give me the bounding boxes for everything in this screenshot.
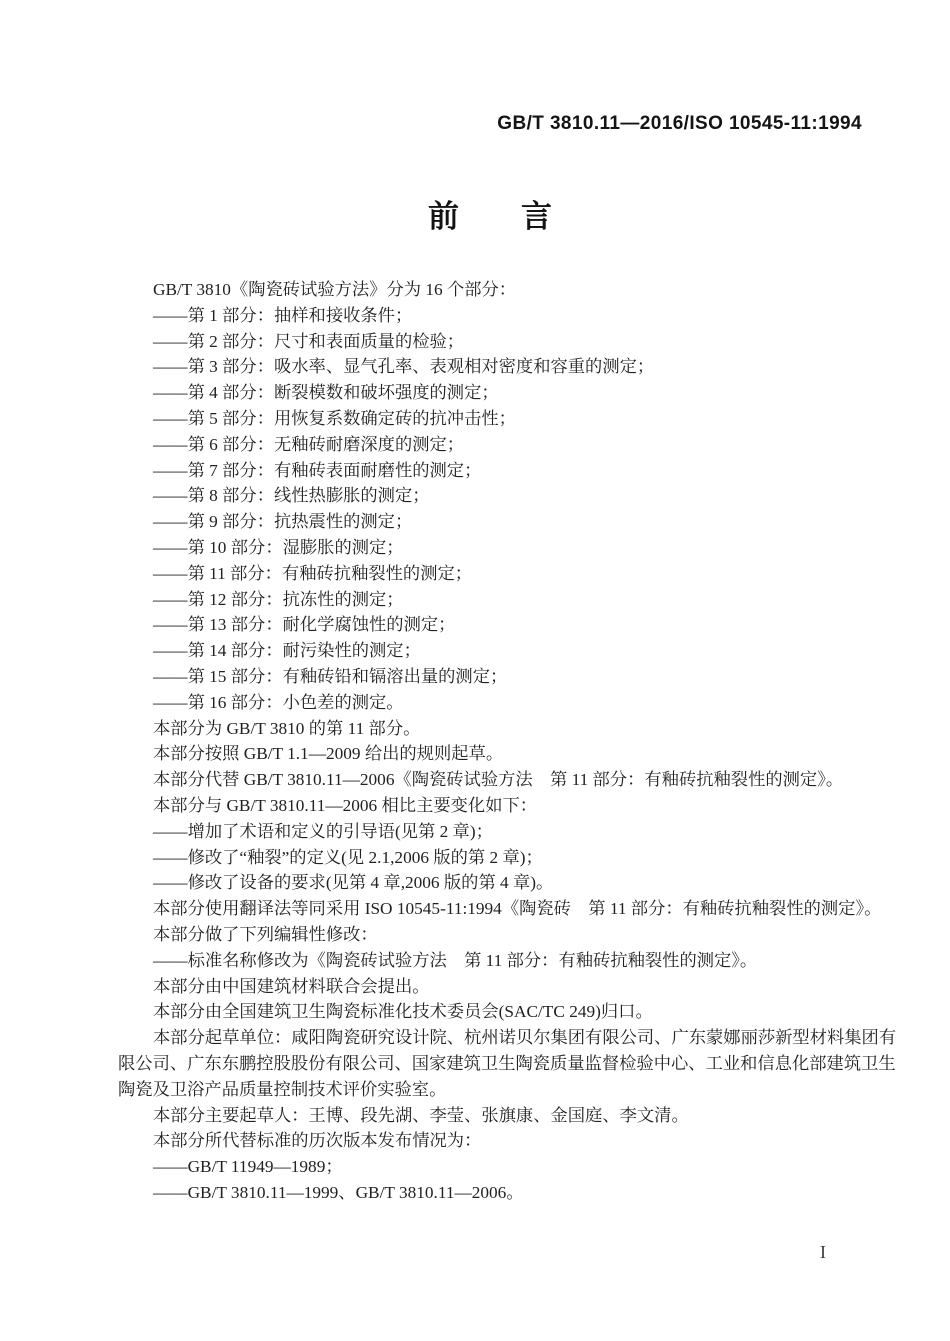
- foreword-line: ——第 16 部分：小色差的测定。: [153, 692, 404, 712]
- foreword-line: 陶瓷及卫浴产品质量控制技术评价实验室。: [118, 1079, 447, 1099]
- foreword-text: [118, 277, 897, 1206]
- foreword-line: 本部分代替 GB/T 3810.11—2006《陶瓷砖试验方法 第 11 部分：有釉砖抗釉裂性的测定》。: [153, 770, 844, 790]
- page-title: 前 言: [428, 199, 552, 234]
- foreword-line: GB/T 3810《陶瓷砖试验方法》分为 16 个部分：: [153, 280, 517, 299]
- foreword-line: ——第 5 部分：用恢复系数确定砖的抗冲击性；: [153, 408, 516, 428]
- foreword-line: ——第 8 部分：线性热膨胀的测定；: [153, 486, 430, 506]
- foreword-line: 本部分所代替标准的历次版本发布情况为：: [153, 1131, 482, 1151]
- foreword-line: 本部分与 GB/T 3810.11—2006 相比主要变化如下：: [153, 795, 538, 815]
- foreword-line: 本部分由中国建筑材料联合会提出。: [153, 976, 430, 996]
- foreword-line: ——第 2 部分：尺寸和表面质量的检验；: [153, 331, 465, 351]
- foreword-line: ——第 12 部分：抗冻性的测定；: [153, 589, 404, 609]
- foreword-line: ——修改了“釉裂”的定义(见 2.1,2006 版的第 2 章)；: [153, 847, 543, 867]
- foreword-line: ——第 1 部分：抽样和接收条件；: [153, 305, 413, 325]
- standard-code-header: GB/T 3810.11—2016/ISO 10545-11:1994: [497, 113, 862, 134]
- foreword-line: ——第 11 部分：有釉砖抗釉裂性的测定；: [153, 563, 473, 583]
- foreword-line: ——第 6 部分：无釉砖耐磨深度的测定；: [153, 434, 465, 454]
- foreword-line: ——第 3 部分：吸水率、显气孔率、表观相对密度和容重的测定；: [153, 357, 655, 377]
- foreword-line: ——修改了设备的要求(见第 4 章,2006 版的第 4 章)。: [153, 873, 554, 893]
- foreword-line: 本部分使用翻译法等同采用 ISO 10545-11:1994《陶瓷砖 第 11 部分：有釉砖抗釉裂性的测定》。: [153, 899, 882, 919]
- foreword-line: ——GB/T 3810.11—1999、GB/T 3810.11—2006。: [153, 1182, 524, 1202]
- page-number: I: [820, 1242, 826, 1262]
- foreword-line: ——第 15 部分：有釉砖铅和镉溶出量的测定；: [153, 666, 508, 686]
- foreword-line: ——标准名称修改为《陶瓷砖试验方法 第 11 部分：有釉砖抗釉裂性的测定》。: [153, 950, 758, 970]
- foreword-line: ——第 13 部分：耐化学腐蚀性的测定；: [153, 615, 456, 635]
- foreword-line: ——第 14 部分：耐污染性的测定；: [153, 641, 421, 661]
- foreword-line: ——第 9 部分：抗热震性的测定；: [153, 512, 413, 532]
- foreword-line: ——第 10 部分：湿膨胀的测定；: [153, 537, 404, 557]
- foreword-line: 本部分按照 GB/T 1.1—2009 给出的规则起草。: [153, 744, 504, 764]
- foreword-line: ——GB/T 11949—1989；: [153, 1157, 343, 1177]
- foreword-line: ——第 4 部分：断裂模数和破坏强度的测定；: [153, 383, 499, 403]
- foreword-line: 本部分起草单位：咸阳陶瓷研究设计院、杭州诺贝尔集团有限公司、广东蒙娜丽莎新型材料集团有: [153, 1028, 897, 1048]
- foreword-line: ——第 7 部分：有釉砖表面耐磨性的测定；: [153, 460, 482, 480]
- foreword-line: ——增加了术语和定义的引导语(见第 2 章)；: [153, 821, 493, 841]
- foreword-line: 本部分做了下列编辑性修改：: [153, 924, 378, 944]
- foreword-line: 本部分为 GB/T 3810 的第 11 部分。: [153, 718, 421, 738]
- foreword-line: 限公司、广东东鹏控股股份有限公司、国家建筑卫生陶瓷质量监督检验中心、工业和信息化部建筑卫生: [118, 1053, 896, 1073]
- foreword-line: 本部分由全国建筑卫生陶瓷标准化技术委员会(SAC/TC 249)归口。: [153, 1002, 653, 1022]
- foreword-line: 本部分主要起草人：王博、段先湖、李莹、张旗康、金国庭、李文清。: [153, 1105, 689, 1125]
